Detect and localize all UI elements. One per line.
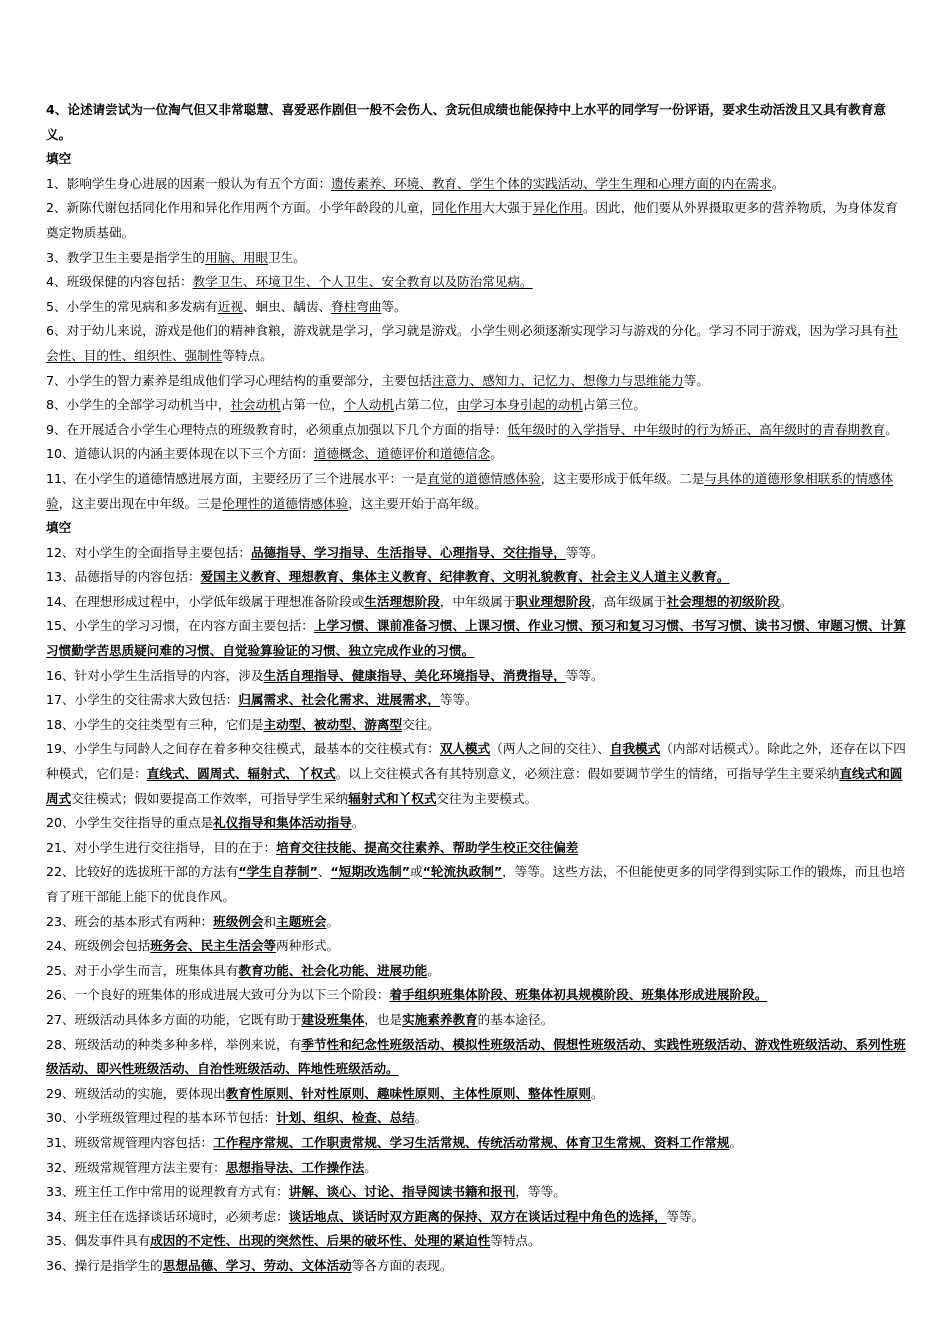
question-item [46, 369, 908, 394]
question-text: 31、班级常规管理内容包括： [46, 1134, 214, 1150]
answer-text-bold: 实施素养教育 [402, 1011, 478, 1027]
answer-text: 由学习本身引起的动机 [457, 397, 583, 413]
answer-text-bold: 工作程序常规、工作职责常规、学习生活常规、传统活动常规、体育卫生常规、资料工作常规 [213, 1134, 730, 1150]
answer-text-bold: 培育交往技能、提高交往素养、帮助学生校正交往偏差 [276, 839, 579, 855]
question-text: 的基本途径。 [477, 1011, 554, 1027]
question-text: 和 [263, 913, 277, 929]
question-item [46, 467, 908, 516]
answer-text-bold: 教育功能、社会化功能、进展功能 [238, 962, 428, 978]
question-text: 交往为主要模式。 [436, 790, 538, 806]
question-item [46, 713, 908, 738]
question-item [46, 418, 908, 443]
question-item [46, 1205, 908, 1230]
answer-text: 个人动机 [343, 397, 395, 413]
question-text: 27、班级活动具体多方面的功能，它既有助于 [46, 1011, 302, 1027]
question-text: 大大强于 [482, 200, 533, 216]
question-text: 等各方面的表现。 [351, 1257, 453, 1273]
question-item [46, 541, 908, 566]
question-item [46, 811, 908, 836]
question-item [46, 836, 908, 861]
question-text: 25、对于小学生而言，班集体具有 [46, 962, 239, 978]
answer-text-bold: 讲解、谈心、讨论、指导阅读书籍和报刊 [288, 1184, 516, 1200]
question-item [46, 319, 908, 368]
question-text: 或 [410, 864, 423, 880]
question-text: 36、操行是指学生的 [46, 1257, 163, 1273]
question-item [46, 614, 908, 663]
question-text: ，等等。 [515, 1184, 566, 1200]
question-text: （内部对话模式）。除此之外，还存在以下四种模式，它们是： [46, 741, 906, 782]
question-item [46, 1033, 908, 1082]
answer-text: 教学卫生、环境卫生、个人卫生、安全教育以及防治常见病。 [192, 274, 533, 290]
question-text: 14、在理想形成过程中，小学低年级属于理想准备阶段或 [46, 593, 365, 609]
question-text: 。因此，他们要从外界摄取更多的营养物质，为身体发育奠定物质基础。 [46, 200, 898, 240]
answer-text-bold: 思想品德、学习、劳动、文体活动 [162, 1257, 352, 1273]
answer-text: 用脑、用眼 [205, 249, 269, 265]
question-text: 。 [351, 815, 365, 831]
question-item [46, 270, 908, 295]
question-text: 占第一位， [280, 397, 344, 413]
answer-text-bold: 班务会、民主生活会等 [150, 938, 277, 954]
question-text: 。 [364, 1159, 377, 1175]
answer-text-bold: 辐射式和丫权式 [348, 790, 437, 806]
answer-text: 直觉的道德情感体验 [427, 470, 541, 486]
question-item [46, 246, 908, 271]
question-item [46, 1082, 908, 1107]
question-item [46, 688, 908, 713]
question-text: 10、道德认识的内涵主要体现在以下三个方面： [46, 446, 314, 462]
question-text: 29、班级活动的实施，要体现出 [46, 1085, 226, 1101]
question-text: 22、比较好的选拔班干部的方法有 [46, 864, 239, 880]
question-item [46, 860, 908, 909]
question-text: 1、影响学生身心进展的因素一般认为有五个方面： [46, 175, 332, 191]
answer-text-bold: 职业理想阶段 [515, 593, 591, 609]
question-item [46, 393, 908, 418]
question-text: 24、班级例会包括 [46, 938, 151, 954]
question-text: 26、一个良好的班集体的形成进展大致可分为以下三个阶段： [46, 987, 390, 1003]
question-text: 。 [490, 446, 503, 462]
question-text: 。 [779, 593, 793, 609]
question-text: 2、新陈代谢包括同化作用和异化作用两个方面。小学年龄段的儿童， [46, 200, 432, 216]
question-text: 4、论述请尝试为一位淘气但又非常聪慧、喜爱恶作剧但一般不会伤人、贪玩但成绩也能保持中上水平的同学写一份评语，要求生动活泼且又具有教育意义。 [46, 102, 886, 142]
question-text: 33、班主任工作中常用的说理教育方式有： [46, 1184, 289, 1200]
answer-text: 伦理性的道德情感体验 [222, 495, 349, 511]
question-item [46, 295, 908, 320]
answer-text-bold: 归属需求、社会化需求、进展需求， [238, 692, 440, 708]
question-item [46, 1229, 908, 1254]
question-item [46, 959, 908, 984]
answer-text: 社会动机 [230, 397, 281, 413]
question-text: 占第三位。 [582, 397, 646, 413]
question-text: 填空 [46, 520, 72, 536]
question-text: 等。 [381, 298, 407, 314]
answer-text-bold: 社会理想的初级阶段 [666, 593, 780, 609]
question-item [46, 737, 908, 811]
answer-text-bold: 着手组织班集体阶段、班集体初具规模阶段、班集体形成进展阶段。 [389, 987, 768, 1003]
question-text: 。 [326, 913, 340, 929]
question-text: 。 [729, 1134, 743, 1150]
question-text: 等等。 [565, 544, 604, 560]
question-text: 。 [427, 962, 440, 978]
answer-text-bold: 班级例会 [213, 913, 264, 929]
answer-text-bold: 爱国主义教育、理想教育、集体主义教育、纪律教育、文明礼貌教育、社会主义人道主义教育。 [200, 569, 730, 585]
question-text: ，这主要形成于低年级。二是 [540, 470, 705, 486]
answer-text-bold: 主动型、被动型、游离型 [263, 716, 403, 732]
question-text: 占第二位， [394, 397, 458, 413]
answer-text-bold: 思想指导法、工作操作法 [225, 1159, 365, 1175]
answer-text: 近视 [217, 298, 243, 314]
question-text: ，高年级属于 [590, 593, 667, 609]
question-text: 等等。 [439, 692, 478, 708]
question-text: 。 [885, 421, 898, 437]
question-item [46, 1180, 908, 1205]
question-text: 35、偶发事件具有 [46, 1233, 151, 1249]
question-text: 11、在小学生的道德情感进展方面，主要经历了三个进展水平：一是 [46, 470, 428, 486]
answer-text-bold: 季节性和纪念性班级活动、模拟性班级活动、假想性班级活动、实践性班级活动、游戏性班级活动、系列性班级活动、即兴性班级活动、自治性班级活动、阵地性班级活动。 [46, 1036, 906, 1077]
question-text: 18、小学生的交往类型有三种，它们是 [46, 716, 264, 732]
question-item [46, 172, 908, 197]
answer-text-bold: 上学习惯、课前准备习惯、上课习惯、作业习惯、预习和复习习惯、书写习惯、读书习惯、审题习惯、计算习惯勤学苦思质疑问难的习惯、自觉验算验证的习惯、独立完成作业的习惯。 [46, 618, 906, 659]
question-item [46, 1008, 908, 1033]
question-text: 15、小学生的学习习惯，在内容方面主要包括： [46, 618, 314, 634]
question-text: ，这主要开始于高年级。 [348, 495, 487, 511]
question-text: 等特点。 [490, 1233, 541, 1249]
answer-text: 同化作用 [431, 200, 483, 216]
section-heading [46, 147, 908, 172]
section-heading [46, 98, 908, 147]
question-text: 等特点。 [222, 347, 273, 363]
question-text: 5、小学生的常见病和多发病有 [46, 298, 218, 314]
question-text: 。 [414, 1110, 428, 1126]
question-text: 17、小学生的交往需求大致包括： [46, 692, 239, 708]
question-text: 32、班级常规管理方法主要有： [46, 1159, 226, 1175]
question-text: 20、小学生交往指导的重点是 [46, 815, 214, 831]
question-item [46, 442, 908, 467]
question-item [46, 1156, 908, 1181]
answer-text: 注意力、感知力、记忆力、想像力与思维能力 [431, 372, 684, 388]
question-text: 、蛔虫、龋齿、 [242, 298, 332, 314]
question-item [46, 1106, 908, 1131]
question-text: 交往模式；假如要提高工作效率，可指导学生采纳 [71, 790, 349, 806]
question-text: 卫生。 [268, 249, 306, 265]
answer-text: 脊柱弯曲 [331, 298, 382, 314]
question-text: 28、班级活动的种类多种多样，举例来说，有 [46, 1036, 302, 1052]
answer-text: 社会性、目的性、组织性、强制性 [46, 323, 898, 363]
question-text: 13、品德指导的内容包括： [46, 569, 201, 585]
question-item [46, 196, 908, 245]
question-text: 9、在开展适合小学生心理特点的班级教育时，必须重点加强以下几个方面的指导： [46, 421, 508, 437]
question-item [46, 1131, 908, 1156]
question-text: 。 [771, 175, 785, 191]
document-body [46, 98, 908, 1279]
question-text: 3、教学卫生主要是指学生的 [46, 249, 206, 265]
answer-text-bold: 自我模式 [609, 741, 661, 757]
answer-text-bold: “短期改选制” [330, 864, 410, 880]
section-heading [46, 516, 908, 541]
question-text: 等等。 [666, 1208, 705, 1224]
question-item [46, 664, 908, 689]
answer-text: 遗传素养、环境、教育、学生个体的实践活动、学生生理和心理方面的内在需求 [331, 175, 772, 191]
question-text: 。以上交往模式各有其特别意义，必须注意：假如要调节学生的情绪，可指导学生主要采纳 [335, 766, 840, 782]
answer-text: 异化作用 [532, 200, 583, 216]
question-text: 7、小学生的智力素养是组成他们学习心理结构的重要部分，主要包括 [46, 372, 432, 388]
question-item [46, 1254, 908, 1279]
question-text: 34、班主任在选择谈话环境时，必须考虑： [46, 1208, 289, 1224]
answer-text-bold: 品德指导、学习指导、生活指导、心理指导、交往指导， [250, 544, 566, 560]
question-text: 8、小学生的全部学习动机当中， [46, 397, 231, 413]
answer-text-bold: 直线式和圆周式 [46, 766, 903, 806]
question-text: 两种形式。 [276, 938, 340, 954]
question-text: 12、对小学生的全面指导主要包括： [46, 544, 251, 560]
question-text: 交往。 [402, 716, 440, 732]
question-text: 、 [317, 864, 331, 880]
answer-text-bold: “学生自荐制” [238, 864, 318, 880]
answer-text-bold: 生活自理指导、健康指导、美化环境指导、消费指导， [263, 667, 566, 683]
answer-text-bold: 直线式、圆周式、辐射式、丫权式 [146, 766, 336, 782]
question-text: 16、针对小学生生活指导的内容，涉及 [46, 667, 264, 683]
question-text: 21、对小学生进行交往指导，目的在于： [46, 839, 277, 855]
answer-text: 与具体的道德形象相联系的情感体验 [46, 470, 894, 511]
question-text: 19、小学生与同龄人之间存在着多种交往模式，最基本的交往模式有： [46, 741, 440, 757]
question-text: ，也是 [364, 1011, 403, 1027]
question-text: 等。 [683, 372, 709, 388]
question-item [46, 910, 908, 935]
question-text: 。 [590, 1085, 604, 1101]
answer-text-bold: 教育性原则、针对性原则、趣味性原则、主体性原则、整体性原则 [225, 1085, 591, 1101]
answer-text-bold: 成因的不定性、出现的突然性、后果的破坏性、处理的紧迫性 [150, 1233, 491, 1249]
question-text: 填空 [46, 151, 72, 167]
question-text: ，这主要出现在中年级。三是 [58, 495, 223, 511]
question-text: ，中年级属于 [439, 593, 516, 609]
answer-text: 低年级时的入学指导、中年级时的行为矫正、高年级时的青春期教育 [507, 421, 886, 437]
question-text: 等等。 [565, 667, 604, 683]
question-item [46, 565, 908, 590]
answer-text-bold: “轮流执政制” [422, 864, 503, 880]
answer-text-bold: 双人模式 [439, 741, 491, 757]
answer-text: 道德概念、道德评价和道德信念 [313, 446, 491, 462]
question-text: （两人之间的交往）、 [490, 741, 610, 757]
question-item [46, 934, 908, 959]
answer-text-bold: 礼仪指导和集体活动指导 [213, 815, 352, 831]
answer-text-bold: 主题班会 [276, 913, 327, 929]
answer-text-bold: 生活理想阶段 [364, 593, 440, 609]
answer-text-bold: 计划、组织、检查、总结 [276, 1110, 415, 1126]
question-text: 4、班级保健的内容包括： [46, 274, 193, 290]
question-text: ，等等。这些方法，不但能使更多的同学得到实际工作的锻炼，而且也培育了班干部能上能下的优良作风。 [46, 864, 906, 904]
question-text: 30、小学班级管理过程的基本环节包括： [46, 1110, 277, 1126]
question-text: 23、班会的基本形式有两种： [46, 913, 214, 929]
answer-text-bold: 建设班集体 [301, 1011, 365, 1027]
question-item [46, 983, 908, 1008]
answer-text-bold: 谈话地点、谈话时双方距离的保持、双方在谈话过程中角色的选择， [288, 1208, 667, 1224]
question-text: 6、对于幼儿来说，游戏是他们的精神食粮，游戏就是学习，学习就是游戏。小学生则必须逐渐实现学习与游戏的分化。学习不同于游戏，因为学习具有 [46, 323, 886, 339]
question-item [46, 590, 908, 615]
